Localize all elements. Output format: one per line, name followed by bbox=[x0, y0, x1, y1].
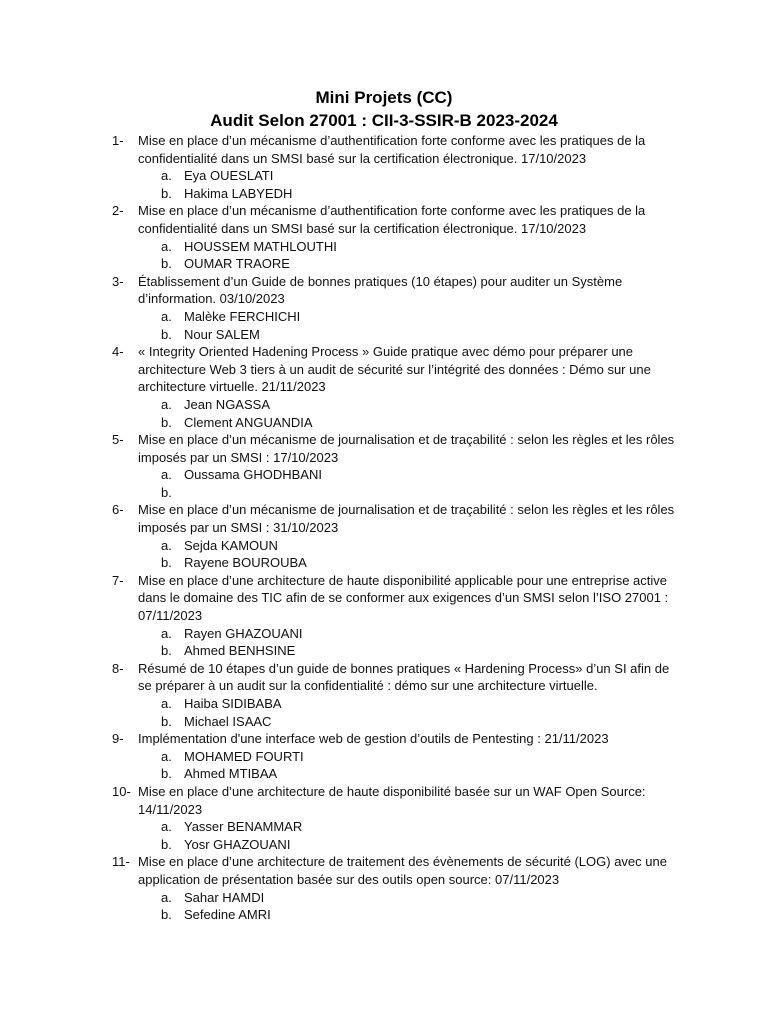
member-name: Clement ANGUANDIA bbox=[184, 414, 313, 430]
project-number: 8- bbox=[112, 660, 124, 676]
member-name: Hakima LABYEDH bbox=[184, 185, 293, 201]
project-item bbox=[0, 660, 768, 695]
member-name: OUMAR TRAORE bbox=[184, 256, 290, 272]
team-member bbox=[0, 484, 768, 502]
project-list bbox=[0, 132, 768, 924]
member-letter: b. bbox=[161, 766, 172, 782]
project-item bbox=[0, 730, 768, 748]
project-description: Mise en place d’un mécanisme de journalisation et de traçabilité : selon les règles et les rôles imposés par un SMSI : 31/10/2023 bbox=[138, 502, 675, 536]
member-letter: b. bbox=[161, 713, 172, 729]
document-title: Mini Projets (CC) bbox=[315, 88, 453, 107]
team-member bbox=[0, 396, 768, 414]
member-letter: a. bbox=[161, 168, 172, 184]
project-item bbox=[0, 501, 768, 536]
team-member bbox=[0, 308, 768, 326]
member-letter: b. bbox=[161, 185, 172, 201]
member-name: Haiba SIDIBABA bbox=[184, 696, 282, 711]
project-description: « Integrity Oriented Hadening Process » Guide pratique avec démo pour préparer une architecture Web 3 tiers à un audit de sécurité sur l’intégrité des données : Démo sur une architecture virtuelle. 21/11/2023 bbox=[138, 344, 651, 395]
member-name: Ahmed BENHSINE bbox=[184, 643, 296, 659]
member-name: Rayen GHAZOUANI bbox=[184, 625, 303, 641]
project-item bbox=[0, 273, 768, 308]
member-name: Eya OUESLATI bbox=[184, 168, 274, 184]
team-member bbox=[0, 625, 768, 643]
member-letter: a. bbox=[161, 696, 172, 711]
project-number: 10- bbox=[112, 783, 131, 799]
member-name: HOUSSEM MATHLOUTHI bbox=[184, 238, 337, 254]
member-letter: a. bbox=[161, 467, 172, 483]
team-member bbox=[0, 554, 768, 572]
member-name: Malèke FERCHICHI bbox=[184, 308, 301, 324]
document-subtitle: Audit Selon 27001 : CII-3-SSIR-B 2023-2024 bbox=[210, 111, 558, 130]
project-number: 7- bbox=[112, 572, 124, 588]
team-member bbox=[0, 748, 768, 766]
team-member bbox=[0, 889, 768, 907]
project-item bbox=[0, 783, 768, 818]
project-description: Mise en place d’un mécanisme d’authentification forte conforme avec les pratiques de la confidentialité dans un SMSI basé sur la certification électronique. 17/10/2023 bbox=[138, 133, 646, 166]
project-item bbox=[0, 132, 768, 167]
member-letter: a. bbox=[161, 308, 172, 324]
team-member bbox=[0, 818, 768, 836]
team-member bbox=[0, 906, 768, 924]
project-item bbox=[0, 572, 768, 625]
project-description: Mise en place d’un mécanisme de journalisation et de traçabilité : selon les règles et les rôles imposés par un SMSI : 17/10/2023 bbox=[138, 432, 675, 465]
member-letter: a. bbox=[161, 889, 172, 905]
member-letter: b. bbox=[161, 555, 172, 571]
member-letter: a. bbox=[161, 819, 172, 835]
member-letter: a. bbox=[161, 396, 172, 412]
member-name: Jean NGASSA bbox=[184, 396, 270, 412]
project-number: 11- bbox=[112, 854, 130, 870]
member-letter: a. bbox=[161, 537, 172, 553]
member-name: Ahmed MTIBAA bbox=[184, 766, 278, 782]
member-name: MOHAMED FOURTI bbox=[184, 748, 304, 764]
team-member bbox=[0, 414, 768, 432]
team-member bbox=[0, 642, 768, 660]
project-number: 6- bbox=[112, 502, 124, 518]
project-description: Mise en place d’un mécanisme d’authentification forte conforme avec les pratiques de la confidentialité dans un SMSI basé sur la certification électronique. 17/10/2023 bbox=[138, 203, 646, 236]
project-number: 1- bbox=[112, 133, 124, 148]
member-name: Oussama GHODHBANI bbox=[184, 467, 322, 483]
team-member bbox=[0, 713, 768, 731]
team-member bbox=[0, 255, 768, 273]
project-item bbox=[0, 202, 768, 237]
team-member bbox=[0, 537, 768, 555]
member-name: Rayene BOUROUBA bbox=[184, 555, 307, 571]
member-letter: b. bbox=[161, 836, 172, 852]
project-number: 9- bbox=[112, 731, 124, 747]
member-letter: b. bbox=[161, 907, 172, 923]
project-description: Résumé de 10 étapes d’un guide de bonnes pratiques « Hardening Process» d’un SI afin de se préparer à un audit sur la confidentialité : démo sur une architecture virtuelle. bbox=[138, 660, 670, 694]
team-member bbox=[0, 185, 768, 203]
project-number: 4- bbox=[112, 344, 124, 360]
project-description: Mise en place d’une architecture de traitement des évènements de sécurité (LOG) avec une application de présentation basée sur des outils open source: 07/11/2023 bbox=[138, 854, 667, 887]
project-item bbox=[0, 853, 768, 888]
member-letter: b. bbox=[161, 256, 172, 272]
member-name: Yosr GHAZOUANI bbox=[184, 836, 291, 852]
project-number: 5- bbox=[112, 432, 124, 448]
team-member bbox=[0, 466, 768, 484]
member-name: Sahar HAMDI bbox=[184, 889, 265, 905]
member-name: Sefedine AMRI bbox=[184, 907, 271, 923]
member-letter: a. bbox=[161, 238, 172, 254]
member-letter: b. bbox=[161, 414, 172, 430]
team-member bbox=[0, 695, 768, 713]
project-number: 2- bbox=[112, 203, 124, 219]
team-member bbox=[0, 167, 768, 185]
team-member bbox=[0, 238, 768, 256]
project-item bbox=[0, 431, 768, 466]
member-letter: b. bbox=[161, 484, 172, 500]
project-description: Implémentation d'une interface web de gestion d’outils de Pentesting : 21/11/2023 bbox=[138, 731, 609, 747]
project-description: Mise en place d’une architecture de haute disponibilité basée sur un WAF Open Source: 14/11/2023 bbox=[138, 783, 646, 817]
project-item bbox=[0, 343, 768, 396]
team-member bbox=[0, 836, 768, 854]
member-name: Yasser BENAMMAR bbox=[184, 819, 303, 835]
member-letter: b. bbox=[161, 326, 172, 342]
project-description: Établissement d’un Guide de bonnes pratiques (10 étapes) pour auditer un Système d’information. 03/10/2023 bbox=[138, 273, 623, 307]
member-name: Michael ISAAC bbox=[184, 713, 272, 729]
project-description: Mise en place d’une architecture de haute disponibilité applicable pour une entreprise active dans le domaine des TIC afin de se conformer aux exigences d’un SMSI selon l’ISO 27001 : 07/11/2023 bbox=[138, 572, 669, 624]
project-number: 3- bbox=[112, 273, 124, 289]
member-letter: a. bbox=[161, 748, 172, 764]
member-name: Sejda KAMOUN bbox=[184, 537, 278, 553]
team-member bbox=[0, 765, 768, 783]
member-letter: b. bbox=[161, 643, 172, 659]
member-letter: a. bbox=[161, 625, 172, 641]
team-member bbox=[0, 326, 768, 344]
member-name: Nour SALEM bbox=[184, 326, 260, 342]
